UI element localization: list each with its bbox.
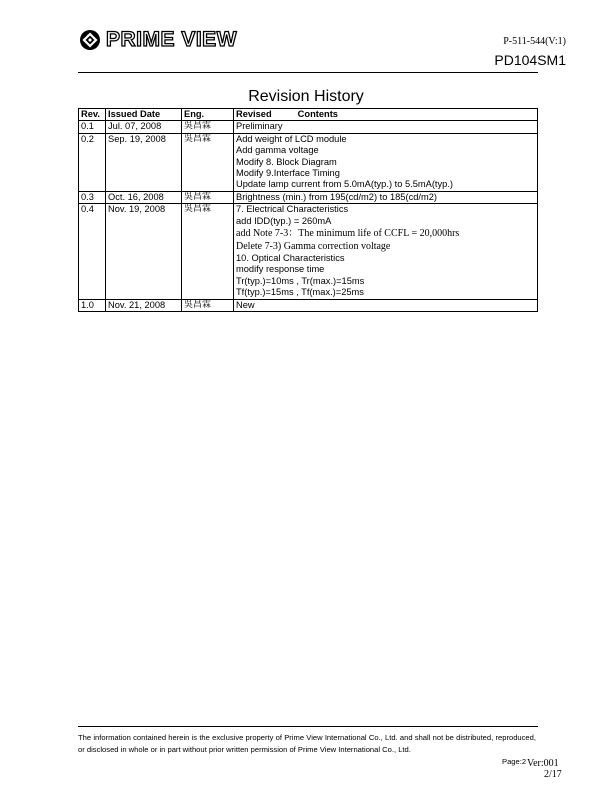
cell-contents <box>234 204 538 299</box>
header-issued-date: Issued Date <box>106 109 182 121</box>
cell-contents <box>234 121 538 133</box>
cell-contents <box>234 191 538 203</box>
header-eng: Eng. <box>182 109 234 121</box>
content-line: Add weight of LCD module <box>236 133 347 144</box>
cell-date: Sep. 19, 2008 <box>106 133 182 191</box>
cell-date: Nov. 21, 2008 <box>106 299 182 311</box>
page-title: Revision History <box>248 88 364 105</box>
revision-history-table <box>78 108 538 312</box>
cell-contents <box>234 299 538 311</box>
page-number: 2/17 <box>544 769 562 780</box>
header-contents: Contents <box>297 109 338 119</box>
content-line: Modify 9.Interface Timing <box>236 168 340 179</box>
table-row <box>79 191 538 203</box>
company-logo <box>80 28 237 52</box>
version-label: Ver:001 <box>527 758 559 769</box>
cell-rev: 1.0 <box>79 299 106 311</box>
content-line: New <box>236 299 255 310</box>
content-line: Tr(typ.)=10ms , Tr(max.)=15ms <box>236 275 365 286</box>
cell-eng: 吳昌霖 <box>182 204 234 299</box>
cell-date: Nov. 19, 2008 <box>106 204 182 299</box>
cell-rev: 0.4 <box>79 204 106 299</box>
cell-rev: 0.1 <box>79 121 106 133</box>
table-row <box>79 299 538 311</box>
content-line: Tf(typ.)=15ms , Tf(max.)=25ms <box>236 287 364 298</box>
table-header-row <box>79 109 538 121</box>
cell-contents <box>234 133 538 191</box>
content-line: Delete 7-3) Gamma correction voltage <box>236 241 391 253</box>
confidentiality-notice: The information contained herein is the exclusive property of Prime View International Co., Ltd. and shall not be distributed, reproduced, or disclosed in whole or in part without prior written permission of Prime View International Co., Ltd. <box>78 733 536 754</box>
content-line: Update lamp current from 5.0mA(typ.) to 5.5mA(typ.) <box>236 179 454 190</box>
content-line: Modify 8. Block Diagram <box>236 156 337 167</box>
content-line: add Note 7-3：The minimum life of CCFL = 20,000hrs <box>236 228 460 240</box>
page-label: Page:2 <box>502 757 527 766</box>
diamond-logo-icon <box>80 30 100 50</box>
cell-date: Jul. 07, 2008 <box>106 121 182 133</box>
content-line: Add gamma voltage <box>236 145 319 156</box>
header-revised-contents <box>234 109 538 121</box>
header-divider <box>78 72 538 73</box>
content-line: 10. Optical Characteristics <box>236 253 345 264</box>
cell-rev: 0.2 <box>79 133 106 191</box>
cell-eng: 吳昌霖 <box>182 299 234 311</box>
content-line: add IDD(typ.) = 260mA <box>236 215 332 226</box>
header-revised: Revised <box>236 109 272 119</box>
cell-eng: 吳昌霖 <box>182 121 234 133</box>
content-line: Preliminary <box>236 121 283 132</box>
footer-divider <box>78 726 538 727</box>
document-code: P-511-544(V:1) <box>503 36 566 47</box>
cell-eng: 吳昌霖 <box>182 191 234 203</box>
model-number: PD104SM1 <box>494 52 566 68</box>
logo-text: PRIME VIEW <box>106 28 238 51</box>
cell-rev: 0.3 <box>79 191 106 203</box>
header-rev: Rev. <box>79 109 106 121</box>
cell-eng: 吳昌霖 <box>182 133 234 191</box>
table-row <box>79 204 538 299</box>
content-line: modify response time <box>236 264 325 275</box>
content-line: Brightness (min.) from 195(cd/m2) to 185(cd/m2) <box>236 191 437 202</box>
content-line: 7. Electrical Characteristics <box>236 204 349 215</box>
table-row <box>79 121 538 133</box>
table-row <box>79 133 538 191</box>
cell-date: Oct. 16, 2008 <box>106 191 182 203</box>
